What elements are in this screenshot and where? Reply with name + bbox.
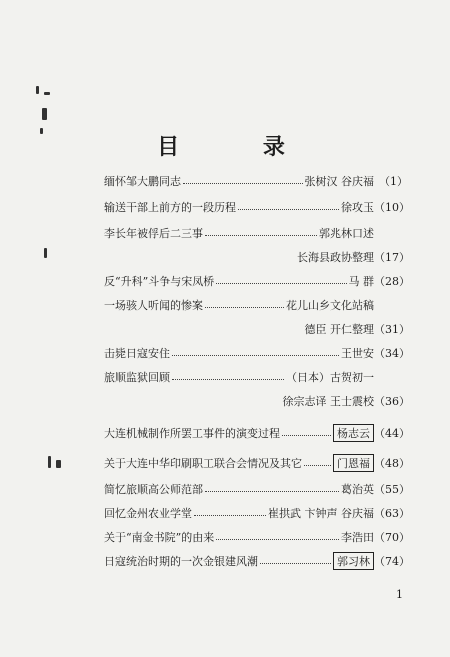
toc-entry-credit: 德臣 开仁整理 — [304, 323, 374, 336]
toc-entry-page: （55） — [374, 483, 410, 496]
toc-entry[interactable] — [104, 224, 408, 242]
leader-dots — [172, 354, 339, 356]
toc-entry-author: 郭兆林口述 — [319, 227, 374, 240]
leader-dots — [216, 538, 339, 540]
toc-entry-page: （17） — [374, 251, 410, 264]
toc-entry-title: 输送干部上前方的一段历程 — [104, 201, 236, 214]
toc-entry[interactable] — [104, 552, 408, 570]
toc-entry-author: 马 群 — [348, 275, 374, 288]
toc-entry[interactable] — [104, 504, 408, 522]
toc-entry-author: 葛治英 — [341, 483, 374, 496]
leader-dots — [304, 464, 331, 466]
toc-entry[interactable] — [104, 480, 408, 498]
toc-entry-page: （36） — [374, 395, 410, 408]
toc-entry-page: （28） — [374, 275, 410, 288]
toc-entry-title: 缅怀邹大鹏同志 — [104, 175, 181, 188]
toc-entry-credit: 徐宗志译 王士震校 — [282, 395, 374, 408]
toc-entry[interactable] — [104, 172, 408, 190]
binding-mark — [48, 456, 51, 468]
toc-entry-title: 简忆旅顺高公师范部 — [104, 483, 203, 496]
toc-entry-page: （74） — [374, 555, 410, 568]
toc-entry-title: 李长年被俘后二三事 — [104, 227, 203, 240]
toc-entry-title: 日寇统治时期的一次金银建风潮 — [104, 555, 258, 568]
toc-entry-page: （44） — [374, 427, 410, 440]
page-number: 1 — [396, 588, 403, 601]
binding-mark — [36, 86, 39, 94]
toc-entry[interactable] — [104, 424, 408, 442]
page-title: 目 录 — [157, 134, 323, 160]
toc-entry-title: 关于大连中华印刷职工联合会情况及其它 — [104, 457, 302, 470]
toc-entry[interactable] — [104, 198, 408, 216]
leader-dots — [194, 514, 266, 516]
leader-dots — [205, 234, 317, 236]
leader-dots — [282, 434, 331, 436]
leader-dots — [205, 490, 339, 492]
toc-entry-author: 王世安 — [341, 347, 374, 360]
toc-entry-page: （70） — [374, 531, 410, 544]
leader-dots — [172, 378, 284, 380]
toc-entry-author: 门恩福 — [333, 454, 374, 472]
toc-entry-credit: 长海县政协整理 — [297, 251, 374, 264]
toc-entry-page: （63） — [374, 507, 410, 520]
leader-dots — [183, 182, 303, 184]
toc-entry-page: （31） — [374, 323, 410, 336]
toc-entry-title: 回忆金州农业学堂 — [104, 507, 192, 520]
binding-mark — [44, 92, 50, 95]
toc-entry[interactable] — [104, 392, 408, 410]
leader-dots — [216, 282, 346, 284]
binding-mark — [44, 248, 47, 258]
toc-entry-author: 张树汉 谷庆福 — [304, 175, 374, 188]
toc-entry-author: 徐攻玉 — [341, 201, 374, 214]
toc-entry-title: 一场骇人听闻的惨案 — [104, 299, 203, 312]
toc-entry[interactable] — [104, 368, 408, 386]
toc-entry-page: （34） — [374, 347, 410, 360]
binding-mark — [56, 460, 61, 468]
toc-entry[interactable] — [104, 272, 408, 290]
toc-entry[interactable] — [104, 528, 408, 546]
toc-entry-page: （10） — [374, 201, 410, 214]
toc-entry-author: 郭习林 — [333, 552, 374, 570]
toc-entry[interactable] — [104, 320, 408, 338]
toc-entry-title: 关于“南金书院”的由来 — [104, 531, 215, 544]
toc-entry-page: （1） — [379, 175, 408, 188]
toc-entry-title: 大连机械制作所罢工事件的演变过程 — [104, 427, 280, 440]
leader-dots — [260, 562, 331, 564]
toc-entry[interactable] — [104, 344, 408, 362]
leader-dots — [238, 208, 339, 210]
toc-entry-author: 崔拱武 卞钟声 谷庆福 — [268, 507, 374, 520]
toc-entry[interactable] — [104, 248, 408, 266]
leader-dots — [205, 306, 284, 308]
toc-entry-title: 击毙日寇安住 — [104, 347, 170, 360]
toc-entry-author: 李浩田 — [341, 531, 374, 544]
toc-entry-author: 花儿山乡文化站稿 — [286, 299, 374, 312]
toc-entry-author: （日本）古贺初一 — [286, 371, 374, 384]
toc-entry-title: 旅顺监狱回顾 — [104, 371, 170, 384]
toc-entry-page: （48） — [374, 457, 410, 470]
toc-entry[interactable] — [104, 454, 408, 472]
toc-entry-author: 杨志云 — [333, 424, 374, 442]
toc-entry[interactable] — [104, 296, 408, 314]
binding-mark — [42, 108, 47, 120]
toc-entry-title: 反“升科”斗争与宋凤桥 — [104, 275, 215, 288]
